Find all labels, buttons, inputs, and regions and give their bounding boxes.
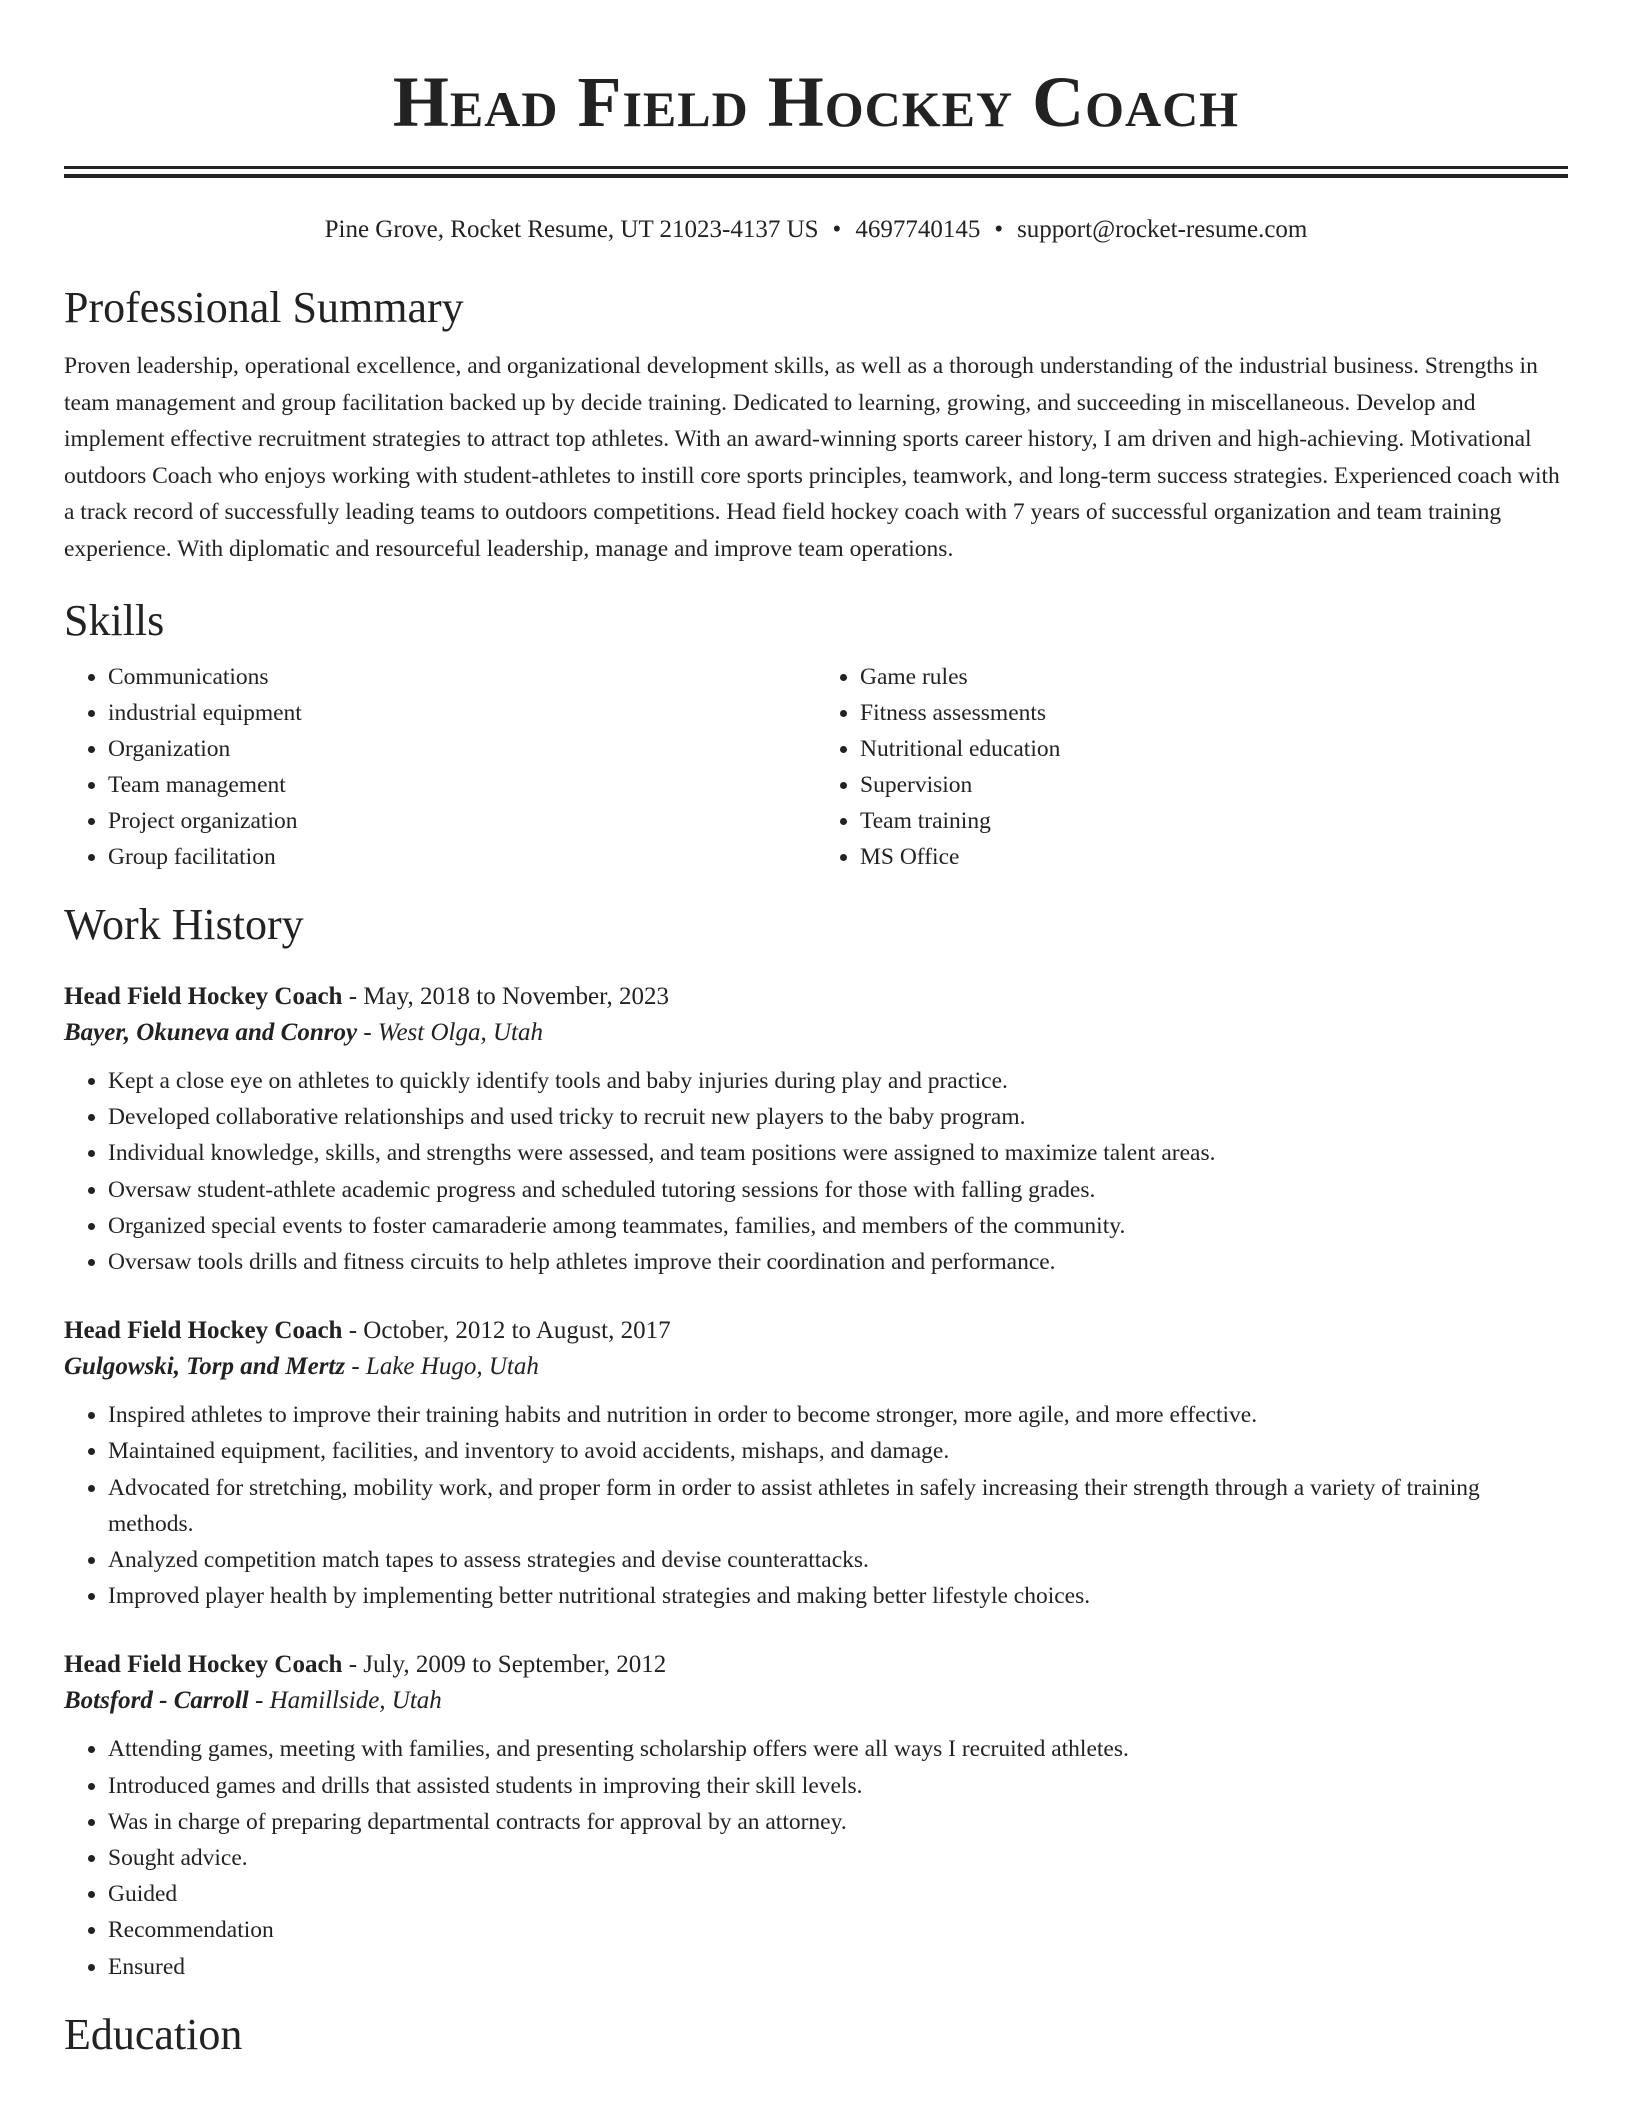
job-duty: • Advocated for stretching, mobility work, and proper form in order to assist athletes in safely increasing their strength through a variety of training methods. — [108, 1470, 1568, 1542]
job-duty: • Oversaw tools drills and fitness circuits to help athletes improve their coordination and performance. — [108, 1244, 1568, 1280]
job-duties — [64, 1063, 1568, 1280]
job-entry — [64, 1313, 1568, 1614]
job-entry — [64, 1647, 1568, 1984]
job-title-line: Head Field Hockey Coach - May, 2018 to November, 2023 — [64, 983, 669, 1010]
contact-line — [64, 214, 1568, 246]
job-duty: • Attending games, meeting with families, and presenting scholarship offers were all ways I recruited athletes. — [108, 1731, 1568, 1767]
job-duty: • Kept a close eye on athletes to quickly identify tools and baby injuries during play and practice. — [108, 1063, 1568, 1099]
job-duty: • Recommendation — [108, 1912, 1568, 1948]
skills-list — [64, 659, 1568, 875]
job-duties — [64, 1397, 1568, 1614]
skill-item: • Group facilitation — [108, 839, 816, 875]
skill-item: • industrial equipment — [108, 695, 816, 731]
job-duty: • Improved player health by implementing better nutritional strategies and making better lifestyle choices. — [108, 1578, 1568, 1614]
job-duty: • Analyzed competition match tapes to assess strategies and devise counterattacks. — [108, 1542, 1568, 1578]
job-title: Head Field Hockey Coach — [64, 983, 343, 1010]
skill-item: • Supervision — [860, 767, 1568, 803]
skill-item: • Organization — [108, 731, 816, 767]
job-title: Head Field Hockey Coach — [64, 1317, 343, 1345]
job-duty: • Introduced games and drills that assisted students in improving their skill levels. — [108, 1768, 1568, 1804]
resume-title: Head Field Hockey Coach — [392, 62, 1240, 142]
job-dates: May, 2018 to November, 2023 — [363, 983, 669, 1010]
skill-item: • Nutritional education — [860, 731, 1568, 767]
contact-address: Pine Grove, Rocket Resume, UT 21023-4137 US — [324, 216, 819, 243]
job-dates: July, 2009 to September, 2012 — [363, 1651, 667, 1679]
skill-item: • Game rules — [860, 659, 1568, 695]
skills-column-right — [816, 659, 1568, 875]
job-entry — [64, 979, 1568, 1280]
job-company-line: Botsford - Carroll - Hamillside, Utah — [64, 1687, 442, 1715]
skill-item: • Fitness assessments — [860, 695, 1568, 731]
skills-heading: Skills — [64, 596, 165, 645]
skill-item: • Team management — [108, 767, 816, 803]
job-title-line: Head Field Hockey Coach - July, 2009 to September, 2012 — [64, 1651, 667, 1679]
job-title: Head Field Hockey Coach — [64, 1651, 343, 1679]
education-heading: Education — [64, 2009, 243, 2059]
job-duty: • Organized special events to foster camaraderie among teammates, families, and members of the community. — [108, 1208, 1568, 1244]
job-dates: October, 2012 to August, 2017 — [363, 1317, 671, 1345]
job-duty: • Ensured — [108, 1949, 1568, 1985]
job-company: Bayer, Okuneva and Conroy — [64, 1019, 358, 1046]
job-duty: • Oversaw student-athlete academic progress and scheduled tutoring sessions for those with falling grades. — [108, 1172, 1568, 1208]
skill-item: • Communications — [108, 659, 816, 695]
skill-item: • Team training — [860, 803, 1568, 839]
title-divider — [64, 166, 1568, 178]
job-duties — [64, 1731, 1568, 1984]
job-duty: • Was in charge of preparing departmental contracts for approval by an attorney. — [108, 1804, 1568, 1840]
job-company-line: Gulgowski, Torp and Mertz - Lake Hugo, Utah — [64, 1353, 539, 1381]
skill-item: • Project organization — [108, 803, 816, 839]
job-duty: • Guided — [108, 1876, 1568, 1912]
skills-column-left — [64, 659, 816, 875]
job-location: Hamillside, Utah — [269, 1687, 442, 1715]
contact-separator: • — [832, 216, 842, 243]
job-location: West Olga, Utah — [377, 1019, 543, 1046]
job-duty: • Individual knowledge, skills, and strengths were assessed, and team positions were assigned to maximize talent areas. — [108, 1135, 1568, 1171]
job-company: Gulgowski, Torp and Mertz — [64, 1353, 346, 1381]
job-duty: • Inspired athletes to improve their training habits and nutrition in order to become stronger, more agile, and more effective. — [108, 1397, 1568, 1433]
job-title-line: Head Field Hockey Coach - October, 2012 to August, 2017 — [64, 1317, 671, 1345]
job-company: Botsford - Carroll — [64, 1687, 249, 1715]
job-location: Lake Hugo, Utah — [365, 1353, 539, 1381]
job-company-line: Bayer, Okuneva and Conroy - West Olga, Utah — [64, 1019, 543, 1046]
work-history-heading: Work History — [64, 900, 304, 949]
summary-text: Proven leadership, operational excellence, and organizational development skills, as well as a thorough understanding of the industrial business. Strengths in team management and group facilitation backed up by decide training. Dedicated to learning, growing, and succeeding in miscellaneous. Develop and implement effective recruitment strategies to attract top athletes. With an award-winning sports career history, I am driven and high-achieving. Motivational outdoors Coach who enjoys working with student-athletes to instill core sports principles, teamwork, and long-term success strategies. Experienced coach with a track record of successfully leading teams to outdoors competitions. Head field hockey coach with 7 years of successful organization and team training experience. With diplomatic and resourceful leadership, manage and improve team operations. — [64, 353, 1560, 562]
job-duty: • Developed collaborative relationships and used tricky to recruit new players to the baby program. — [108, 1099, 1568, 1135]
job-duty: • Sought advice. — [108, 1840, 1568, 1876]
skill-item: • MS Office — [860, 839, 1568, 875]
summary-heading: Professional Summary — [64, 283, 464, 332]
contact-email: support@rocket-resume.com — [1017, 216, 1308, 243]
contact-separator: • — [994, 216, 1004, 243]
job-duty: • Maintained equipment, facilities, and inventory to avoid accidents, mishaps, and damage. — [108, 1433, 1568, 1469]
contact-phone: 4697740145 — [855, 216, 981, 243]
